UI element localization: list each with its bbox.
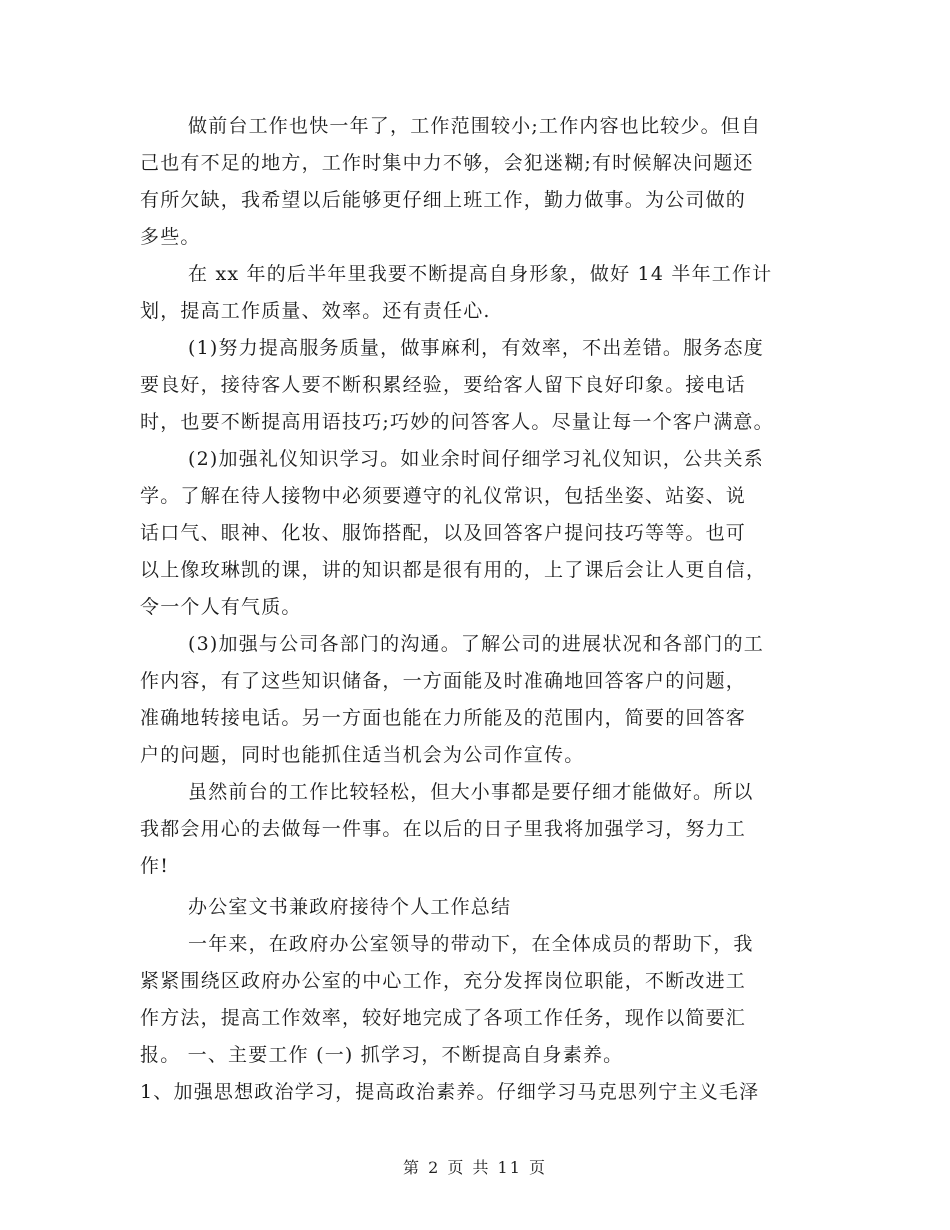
text-line: (2)加强礼仪知识学习。如业余时间仔细学习礼仪知识，公共关系 <box>188 448 764 470</box>
text-line: 作内容，有了这些知识储备，一方面能及时准确地回答客户的问题， <box>140 670 747 692</box>
text-line: 我都会用心的去做每一件事。在以后的日子里我将加强学习，努力工 <box>140 818 747 840</box>
text-line: 在 xx 年的后半年里我要不断提高自身形象，做好 14 半年工作计 <box>188 263 773 285</box>
text-line: 要良好，接待客人要不断积累经验，要给客人留下良好印象。接电话 <box>140 374 747 396</box>
text-line: 划，提高工作质量、效率。还有责任心. <box>140 300 491 322</box>
page-number-footer: 第 2 页 共 11 页 <box>403 1158 547 1177</box>
text-line: 紧紧围绕区政府办公室的中心工作，充分发挥岗位职能，不断改进工 <box>140 970 747 992</box>
text-line: (1)努力提高服务质量，做事麻利，有效率，不出差错。服务态度 <box>188 337 764 359</box>
text-line: 以上像玫琳凯的课，讲的知识都是很有用的，上了课后会让人更自信， <box>140 559 767 581</box>
text-line: 学。了解在待人接物中必须要遵守的礼仪常识，包括坐姿、站姿、说 <box>140 485 747 507</box>
section-heading: 办公室文书兼政府接待个人工作总结 <box>188 896 512 918</box>
text-line: 作方法，提高工作效率，较好地完成了各项工作任务，现作以简要汇 <box>140 1007 747 1029</box>
text-line: 虽然前台的工作比较轻松，但大小事都是要仔细才能做好。所以 <box>188 781 754 803</box>
text-line: 一年来，在政府办公室领导的带动下，在全体成员的帮助下，我 <box>188 933 754 955</box>
text-line: 作! <box>140 855 170 877</box>
text-line: 报。 一、主要工作 (一) 抓学习，不断提高自身素养。 <box>140 1044 624 1066</box>
text-line: 令一个人有气质。 <box>140 596 302 618</box>
text-line: (3)加强与公司各部门的沟通。了解公司的进展状况和各部门的工 <box>188 633 764 655</box>
text-line: 己也有不足的地方，工作时集中力不够，会犯迷糊;有时候解决问题还 <box>140 152 754 174</box>
text-line: 有所欠缺，我希望以后能够更仔细上班工作，勤力做事。为公司做的 <box>140 189 747 211</box>
text-line: 时，也要不断提高用语技巧;巧妙的问答客人。尽量让每一个客户满意。 <box>140 411 774 433</box>
text-line: 多些。 <box>140 226 201 248</box>
text-line: 话口气、眼神、化妆、服饰搭配，以及回答客户提问技巧等等。也可 <box>140 522 747 544</box>
text-line: 做前台工作也快一年了，工作范围较小;工作内容也比较少。但自 <box>188 115 762 137</box>
text-line: 1、加强思想政治学习，提高政治素养。仔细学习马克思列宁主义毛泽 <box>140 1081 760 1103</box>
text-line: 准确地转接电话。另一方面也能在力所能及的范围内，简要的回答客 <box>140 707 747 729</box>
text-line: 户的问题，同时也能抓住适当机会为公司作宣传。 <box>140 744 585 766</box>
